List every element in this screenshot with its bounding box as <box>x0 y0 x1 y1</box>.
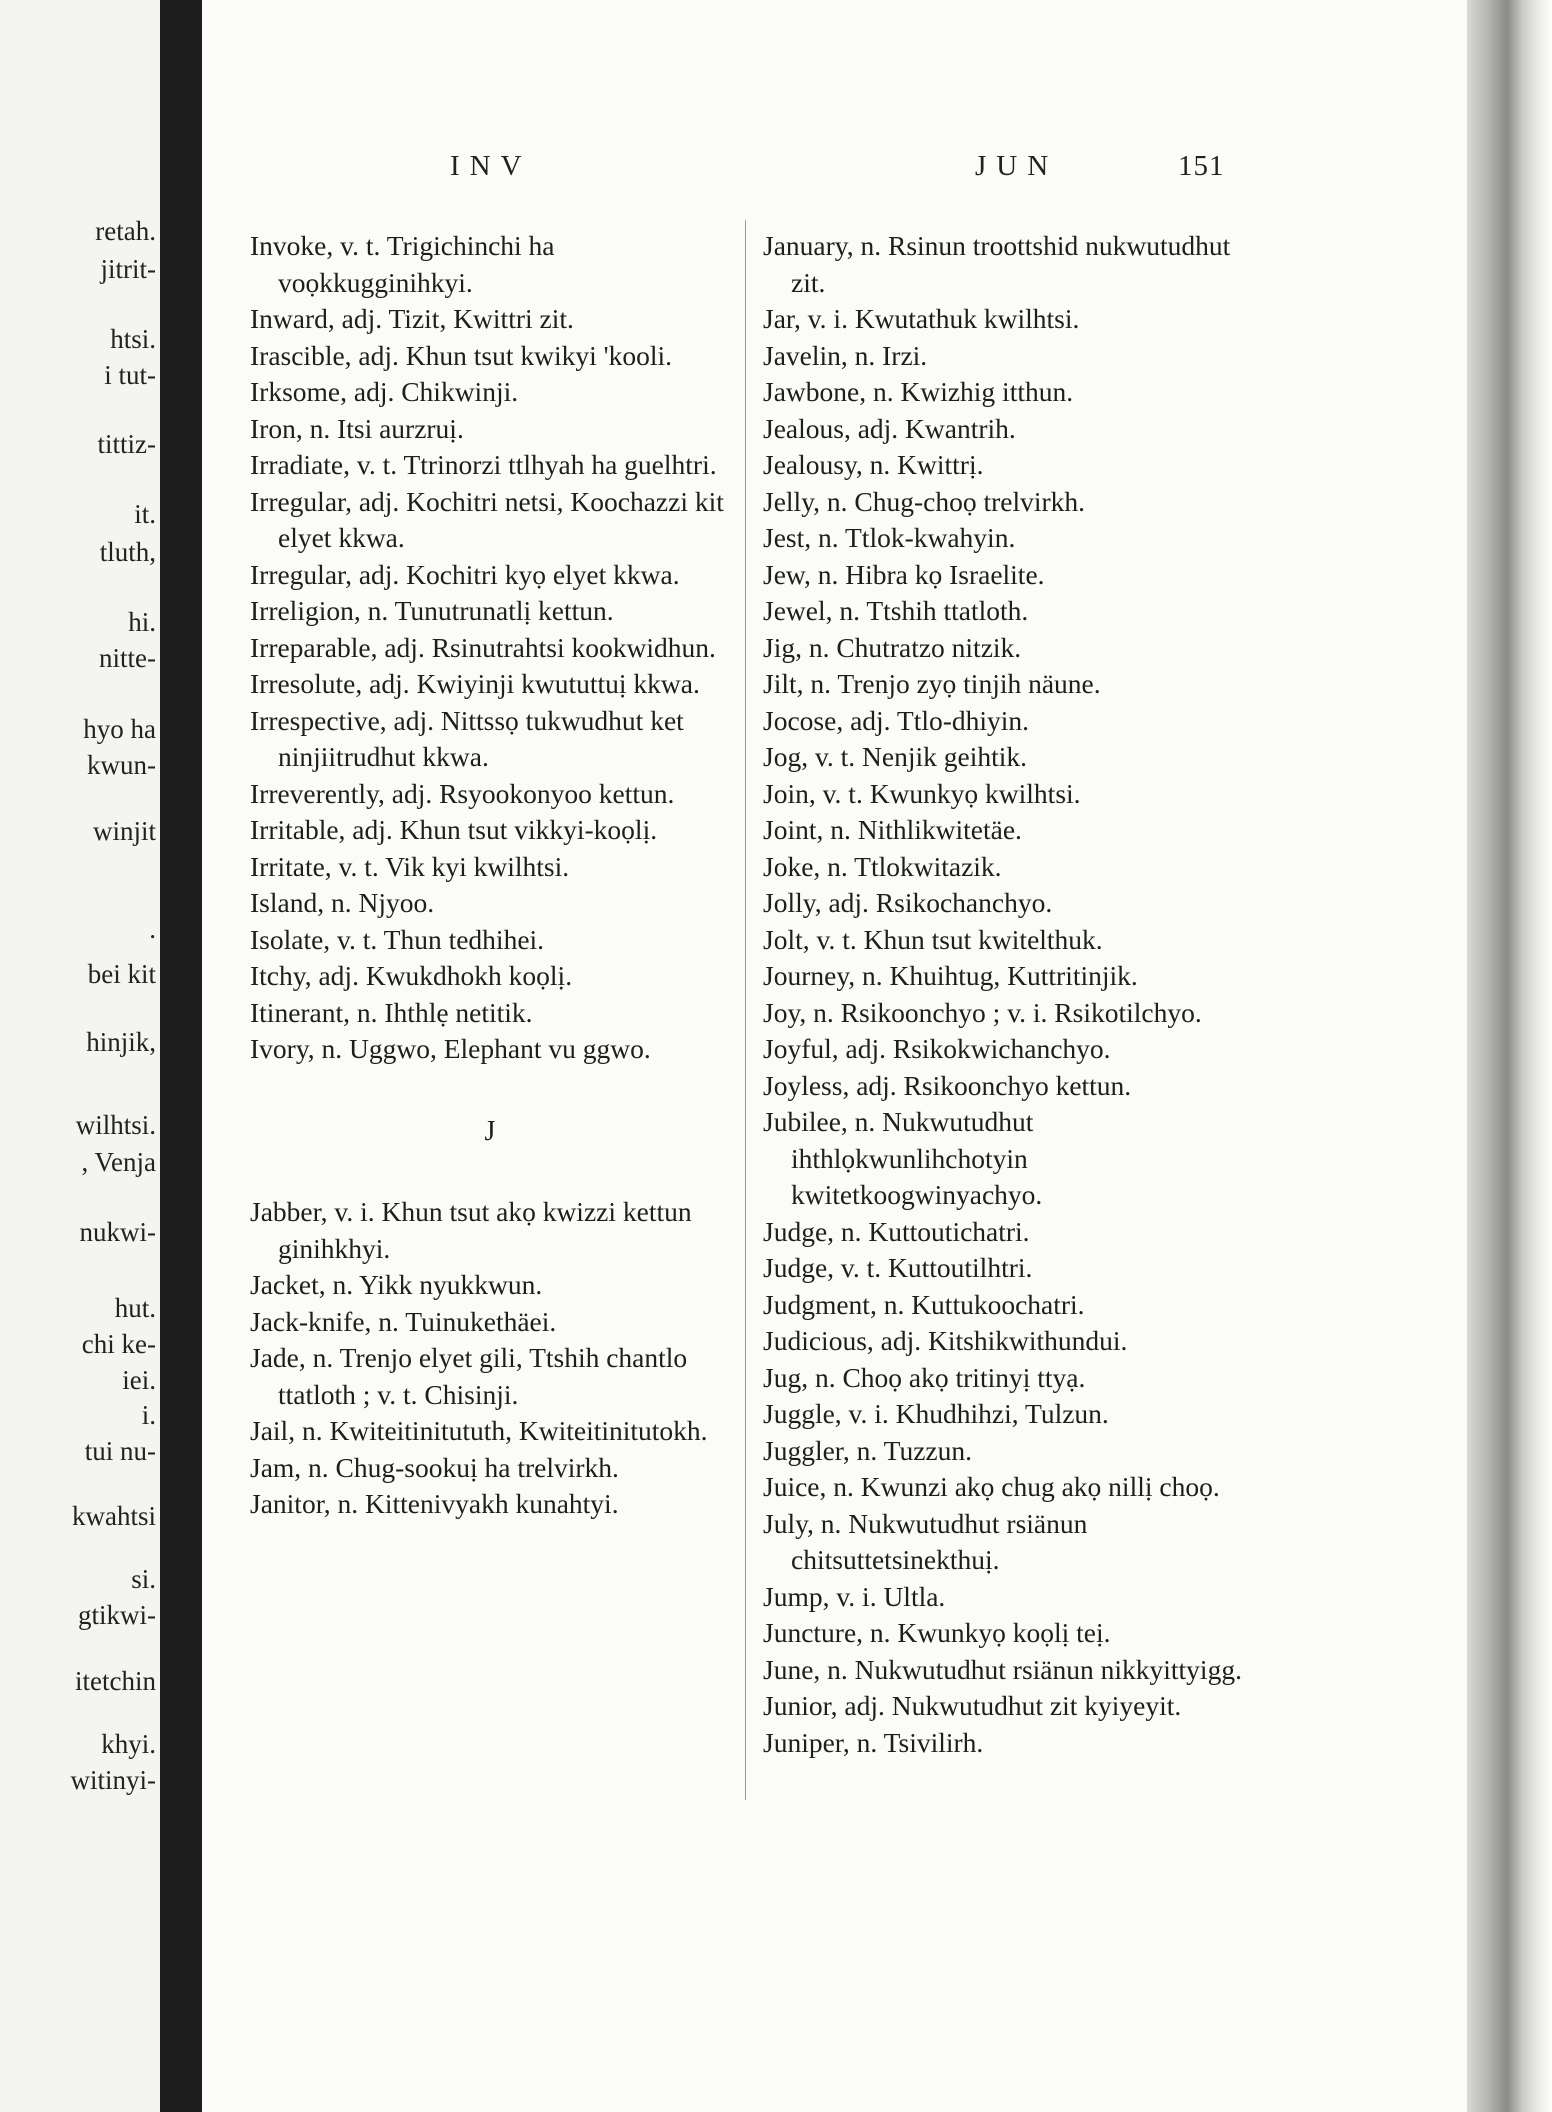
dictionary-entry: Isolate, v. t. Thun tedhihei. <box>250 923 545 955</box>
dictionary-entry: Jail, n. Kwiteitinitututh, Kwiteitinitutokh. <box>250 1415 708 1446</box>
facing-page-text: nitte- <box>99 643 156 673</box>
facing-page-text: tittiz- <box>97 429 156 459</box>
facing-page-text: . <box>149 914 156 944</box>
dictionary-entry: Jog, v. t. Nenjik geihtik. <box>763 741 1028 772</box>
right-entries <box>763 228 1263 1761</box>
dictionary-entry: Jump, v. i. Ultla. <box>763 1580 946 1612</box>
facing-page-text: tluth, <box>99 537 156 567</box>
dictionary-entry: Jug, n. Choọ akọ tritinyị ttyạ. <box>763 1361 1086 1393</box>
dictionary-entry: Jilt, n. Trenjo zyọ tinjih näune. <box>763 668 1101 699</box>
dictionary-entry: Itchy, adj. Kwukdhokh koọlị. <box>250 960 573 991</box>
facing-page-text: itetchin <box>75 1666 156 1696</box>
dictionary-entry: Joyful, adj. Rsikokwichanchyo. <box>763 1033 1111 1064</box>
dictionary-entry: Juice, n. Kwunzi akọ chug akọ nillị choọ. <box>763 1471 1220 1502</box>
left-entries-j <box>250 1194 730 1523</box>
dictionary-entry: Iron, n. Itsi aurzruị. <box>250 412 464 444</box>
dictionary-entry: Irritable, adj. Khun tsut vikkyi-koọlị. <box>250 814 658 845</box>
left-column <box>250 228 730 1523</box>
dictionary-entry: Junior, adj. Nukwutudhut zit kyiyeyit. <box>763 1690 1182 1721</box>
page-edge <box>1467 0 1552 2112</box>
dictionary-entry: Irascible, adj. Khun tsut kwikyi 'kooli. <box>250 339 672 371</box>
dictionary-entry: Irregular, adj. Kochitri netsi, Koochazzi kit elyet kkwa. <box>250 485 724 553</box>
dictionary-entry: June, n. Nukwutudhut rsiänun nikkyittyigg. <box>763 1653 1242 1685</box>
dictionary-entry: Juggler, n. Tuzzun. <box>763 1434 972 1466</box>
dictionary-entry: January, n. Rsinun troottshid nukwutudhut zit. <box>763 230 1231 298</box>
column-divider <box>745 220 746 1800</box>
dictionary-entry: Juggle, v. i. Khudhihzi, Tulzun. <box>763 1398 1109 1429</box>
dictionary-entry: Itinerant, n. Ihthlẹ netitik. <box>250 996 533 1028</box>
facing-page-text: i. <box>141 1400 156 1430</box>
dictionary-entry: Irreverently, adj. Rsyookonyoo kettun. <box>250 777 675 809</box>
dictionary-entry: Joyless, adj. Rsikoonchyo kettun. <box>763 1069 1132 1101</box>
dictionary-entry: Jar, v. i. Kwutathuk kwilhtsi. <box>763 303 1080 334</box>
dictionary-entry: Jelly, n. Chug-choọ trelvirkh. <box>763 485 1086 517</box>
facing-page-text: bei kit <box>87 959 156 989</box>
facing-page-text: iei. <box>122 1365 156 1395</box>
facing-page-text: hinjik, <box>86 1027 156 1057</box>
dictionary-entry: Joint, n. Nithlikwitetäe. <box>763 814 1022 845</box>
dictionary-entry: Judgment, n. Kuttukoochatri. <box>763 1288 1085 1320</box>
dictionary-entry: Jade, n. Trenjo elyet gili, Ttshih chantlo ttatloth ; v. t. Chisinji. <box>250 1342 688 1410</box>
book-gutter <box>160 0 202 2112</box>
dictionary-entry: Irrespective, adj. Nittssọ tukwudhut ket ninjiitrudhut kkwa. <box>250 704 684 772</box>
dictionary-entry: Jubilee, n. Nukwutudhut ihthlọkwunlihchotyin kwitetkoogwinyachyo. <box>763 1106 1043 1210</box>
dictionary-entry: Ivory, n. Uggwo, Elephant vu ggwo. <box>250 1033 651 1064</box>
facing-page-text: it. <box>134 499 156 529</box>
dictionary-entry: Join, v. t. Kwunkyọ kwilhtsi. <box>763 777 1081 809</box>
facing-page-text: chi ke- <box>81 1329 156 1359</box>
facing-page-text: witinyi- <box>70 1765 156 1795</box>
dictionary-entry: Javelin, n. Irzi. <box>763 339 928 371</box>
dictionary-entry: Jocose, adj. Ttlo-dhiyin. <box>763 704 1030 736</box>
facing-page-text: winjit <box>92 816 156 846</box>
dictionary-entry: Joke, n. Ttlokwitazik. <box>763 850 1002 882</box>
dictionary-entry: Inward, adj. Tizit, Kwittri zit. <box>250 303 574 334</box>
facing-page-text: wilhtsi. <box>75 1110 156 1140</box>
facing-page-text: nukwi- <box>79 1217 156 1247</box>
dictionary-entry: Irradiate, v. t. Ttrinorzi ttlhyah ha guelhtri. <box>250 449 717 480</box>
dictionary-entry: Jacket, n. Yikk nyukkwun. <box>250 1269 543 1300</box>
dictionary-entry: Journey, n. Khuihtug, Kuttritinjik. <box>763 960 1138 991</box>
facing-page-text: si. <box>131 1564 156 1594</box>
facing-page-text: hut. <box>114 1293 156 1323</box>
dictionary-entry: Jabber, v. i. Khun tsut akọ kwizzi kettun ginihkhyi. <box>250 1196 692 1264</box>
dictionary-entry: Judicious, adj. Kitshikwithundui. <box>763 1325 1128 1356</box>
dictionary-entry: Jolly, adj. Rsikochanchyo. <box>763 887 1053 918</box>
dictionary-entry: Janitor, n. Kittenivyakh kunahtyi. <box>250 1488 619 1519</box>
facing-page-text: tui nu- <box>84 1436 156 1466</box>
dictionary-entry: Irritate, v. t. Vik kyi kwilhtsi. <box>250 850 570 882</box>
facing-page-text: retah. <box>95 216 156 246</box>
facing-page-text: khyi. <box>101 1729 156 1759</box>
dictionary-entry: Judge, n. Kuttoutichatri. <box>763 1215 1030 1247</box>
facing-page-text: htsi. <box>110 324 156 354</box>
dictionary-entry: Jack-knife, n. Tuinukethäei. <box>250 1305 557 1337</box>
dictionary-entry: Jew, n. Hibra kọ Israelite. <box>763 558 1045 590</box>
dictionary-entry: Juncture, n. Kwunkyọ koọlị teị. <box>763 1617 1111 1648</box>
left-entries <box>250 228 730 1068</box>
dictionary-entry: Jest, n. Ttlok-kwahyin. <box>763 522 1016 553</box>
facing-page-text: jitrit- <box>100 254 156 284</box>
facing-page-text: hi. <box>128 607 156 637</box>
dictionary-entry: Jewel, n. Ttshih ttatloth. <box>763 595 1029 626</box>
facing-page-text: kwun- <box>87 750 156 780</box>
dictionary-entry: Jealous, adj. Kwantrih. <box>763 412 1016 444</box>
facing-page-text: i tut- <box>104 360 156 390</box>
facing-page-text: kwahtsi <box>72 1501 156 1531</box>
dictionary-entry: Jam, n. Chug-sookuị ha trelvirkh. <box>250 1451 619 1483</box>
right-column <box>763 228 1263 1761</box>
facing-page-text: hyo ha <box>83 714 156 744</box>
dictionary-entry: Juniper, n. Tsivilirh. <box>763 1726 984 1758</box>
dictionary-entry: July, n. Nukwutudhut rsiänun chitsuttetsinekthuị. <box>763 1507 1088 1575</box>
right-guide-word: JUN <box>975 150 1059 182</box>
dictionary-entry: Irresolute, adj. Kwiyinji kwututtuị kkwa. <box>250 668 700 699</box>
facing-page-text: , Venja <box>81 1147 156 1177</box>
dictionary-entry: Judge, v. t. Kuttoutilhtri. <box>763 1252 1033 1283</box>
left-guide-word: INV <box>450 150 532 182</box>
section-letter: J <box>484 1115 496 1147</box>
dictionary-entry: Irksome, adj. Chikwinji. <box>250 376 519 407</box>
dictionary-entry: Jawbone, n. Kwizhig itthun. <box>763 376 1074 407</box>
dictionary-entry: Island, n. Njyoo. <box>250 887 435 918</box>
dictionary-entry: Irregular, adj. Kochitri kyọ elyet kkwa. <box>250 558 680 590</box>
dictionary-entry: Joy, n. Rsikoonchyo ; v. i. Rsikotilchyo. <box>763 996 1202 1028</box>
dictionary-entry: Irreparable, adj. Rsinutrahtsi kookwidhun. <box>250 631 716 663</box>
dictionary-entry: Jolt, v. t. Khun tsut kwitelthuk. <box>763 923 1103 955</box>
facing-page-fragment <box>0 0 160 2112</box>
facing-page-text: gtikwi- <box>78 1600 156 1630</box>
dictionary-entry: Irreligion, n. Tunutrunatlị kettun. <box>250 595 614 626</box>
dictionary-entry: Jig, n. Chutratzo nitzik. <box>763 631 1022 663</box>
page-number: 151 <box>1178 150 1225 182</box>
dictionary-entry: Jealousy, n. Kwittrị. <box>763 449 984 480</box>
dictionary-entry: Invoke, v. t. Trigichinchi ha voọkkugginihkyi. <box>250 230 555 298</box>
